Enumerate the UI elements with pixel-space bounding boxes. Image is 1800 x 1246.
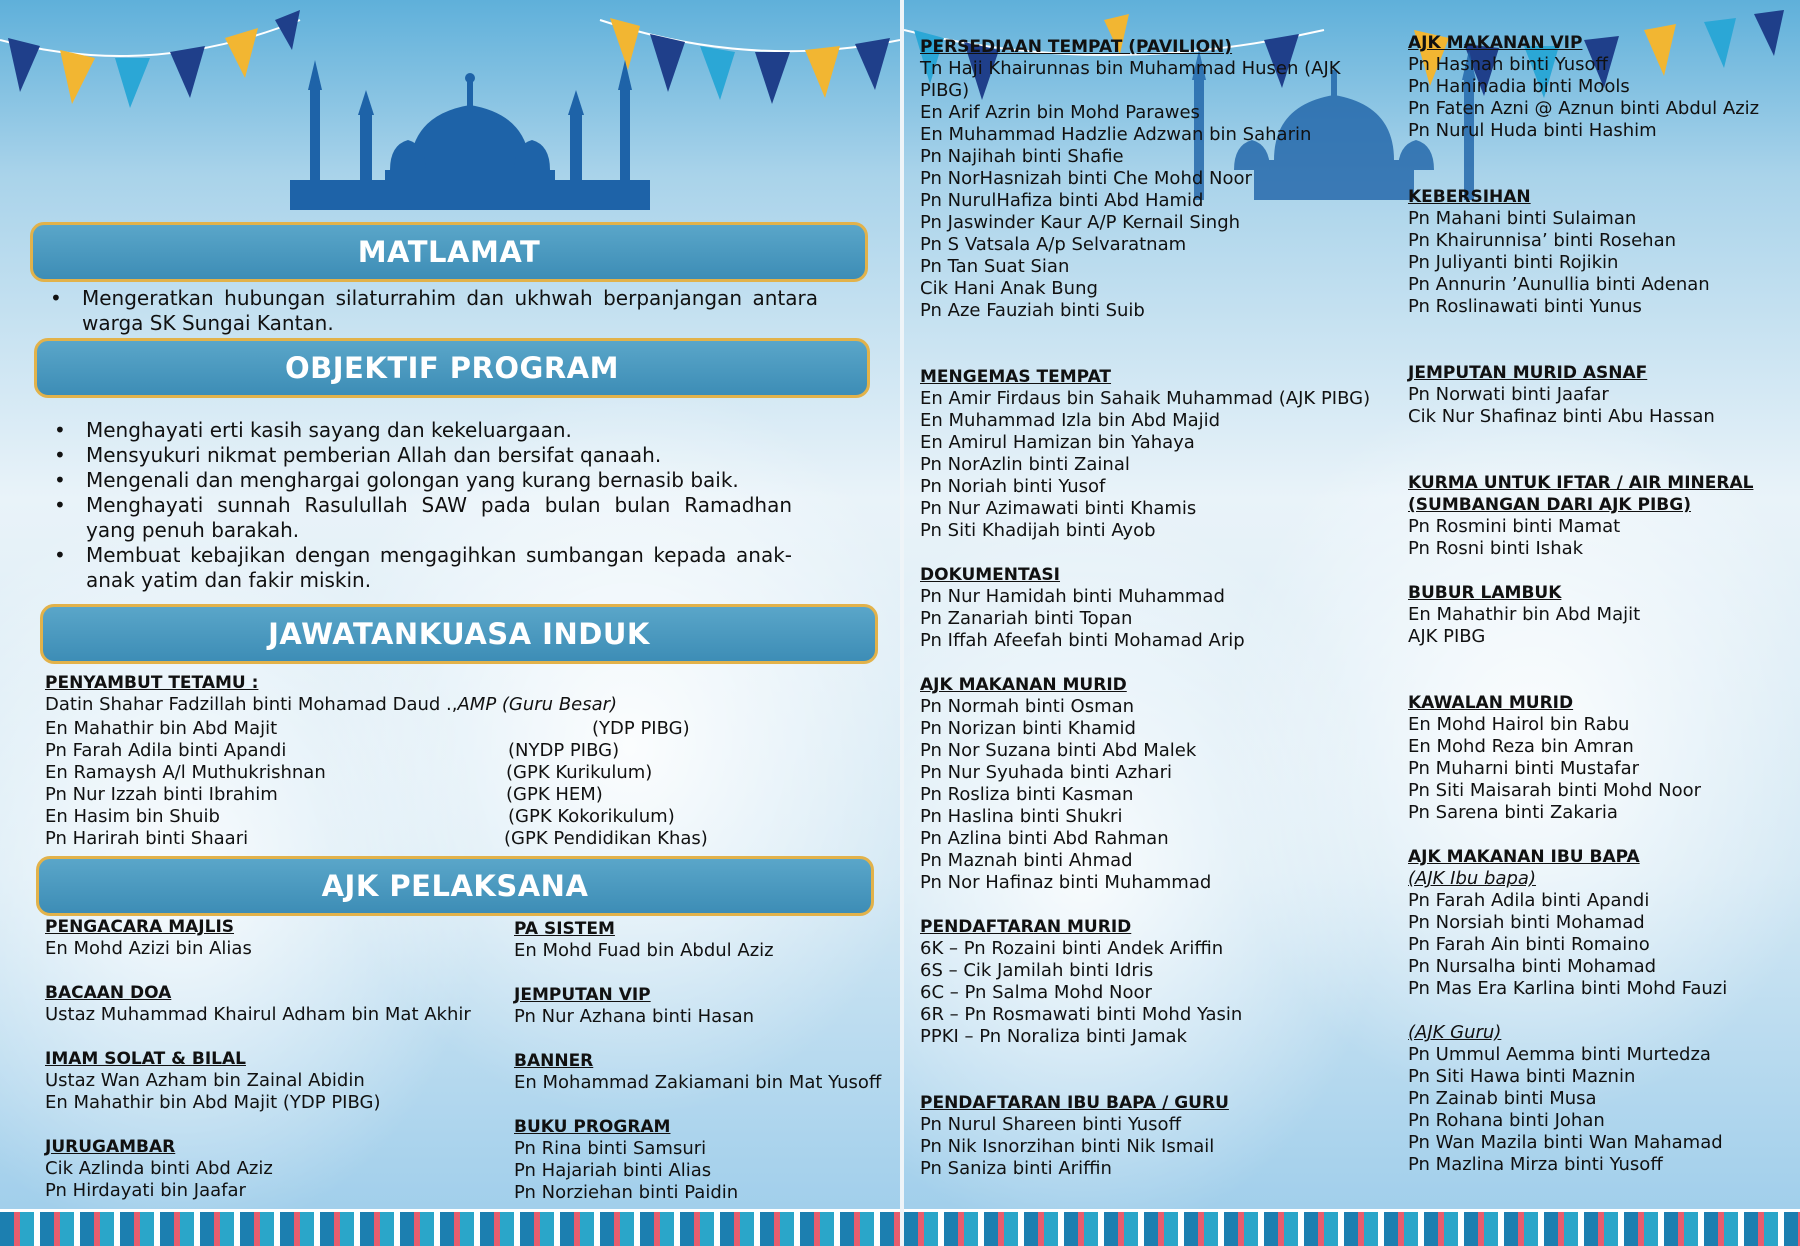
pavilion-name: En Muhammad Hadzlie Adzwan bin Saharin — [920, 124, 1312, 145]
jemputan-vip-name: Pn Nur Azhana binti Hasan — [514, 1006, 755, 1027]
makanan-murid-name: Pn Nor Suzana binti Abd Malek — [920, 740, 1197, 761]
jemputan-vip-heading: JEMPUTAN VIP — [514, 985, 651, 1005]
asnaf-name: Cik Nur Shafinaz binti Abu Hassan — [1408, 406, 1715, 427]
induk-role-kurikulum: (GPK Kurikulum) — [506, 762, 653, 783]
pendaftaran-ibubapa-name: Pn Nik Isnorzihan binti Nik Ismail — [920, 1136, 1215, 1157]
makanan-murid-heading: AJK MAKANAN MURID — [920, 675, 1127, 695]
objektif-item: • Menghayati erti kasih sayang dan kekeluargaan. — [50, 418, 792, 443]
makanan-ibubapa-heading: AJK MAKANAN IBU BAPA — [1408, 847, 1640, 867]
makanan-guru-name: Pn Siti Hawa binti Maznin — [1408, 1066, 1636, 1087]
makanan-ibubapa-name: Pn Norsiah binti Mohamad — [1408, 912, 1645, 933]
mengemas-name: Pn Noriah binti Yusof — [920, 476, 1106, 497]
pavilion-name: Pn NurulHafiza binti Abd Hamid — [920, 190, 1204, 211]
mengemas-name: Pn NorAzlin binti Zainal — [920, 454, 1130, 475]
objektif-item: • Membuat kebajikan dengan mengagihkan sumbangan kepada anak-anak yatim dan fakir miskin. — [50, 543, 792, 593]
makanan-guru-name: Pn Zainab binti Musa — [1408, 1088, 1597, 1109]
kawalan-name: Pn Muharni binti Mustafar — [1408, 758, 1640, 779]
ajk-ibubapa-subheading: (AJK Ibu bapa) — [1408, 868, 1536, 889]
jurugambar-heading: JURUGAMBAR — [45, 1137, 176, 1157]
induk-member-name: En Ramaysh A/l Muthukrishnan — [45, 762, 326, 783]
bubur-name: En Mahathir bin Abd Majit — [1408, 604, 1641, 625]
pa-sistem-name: En Mohd Fuad bin Abdul Aziz — [514, 940, 774, 961]
pavilion-name: Cik Hani Anak Bung — [920, 278, 1098, 299]
makanan-murid-name: Pn Maznah binti Ahmad — [920, 850, 1133, 871]
buku-program-name: Pn Hajariah binti Alias — [514, 1160, 712, 1181]
kebersihan-name: Pn Juliyanti binti Rojikin — [1408, 252, 1619, 273]
makanan-guru-name: Pn Ummul Aemma binti Murtedza — [1408, 1044, 1711, 1065]
makanan-murid-name: Pn Nor Hafinaz binti Muhammad — [920, 872, 1212, 893]
makanan-ibubapa-name: Pn Farah Adila binti Apandi — [1408, 890, 1650, 911]
makanan-murid-name: Pn Azlina binti Abd Rahman — [920, 828, 1169, 849]
induk-member-name: En Hasim bin Shuib — [45, 806, 220, 827]
dokumentasi-name: Pn Iffah Afeefah binti Mohamad Arip — [920, 630, 1245, 651]
mengemas-heading: MENGEMAS TEMPAT — [920, 367, 1112, 387]
bubur-heading: BUBUR LAMBUK — [1408, 583, 1562, 603]
kawalan-heading: KAWALAN MURID — [1408, 693, 1574, 713]
matlamat-list — [46, 286, 818, 336]
makanan-guru-name: Pn Wan Mazila binti Wan Mahamad — [1408, 1132, 1723, 1153]
banner-heading: BANNER — [514, 1051, 594, 1071]
induk-member-name: Pn Harirah binti Shaari — [45, 828, 249, 849]
matlamat-item: • Mengeratkan hubungan silaturrahim dan ukhwah berpanjangan antara warga SK Sungai Kantan. — [46, 286, 818, 336]
pavilion-heading: PERSEDIAAN TEMPAT (PAVILION) — [920, 37, 1233, 57]
objektif-list — [50, 418, 792, 593]
pelaksana-banner: AJK PELAKSANA — [36, 856, 874, 916]
pavilion-name: Pn Jaswinder Kaur A/P Kernail Singh — [920, 212, 1241, 233]
induk-role-nydp: (NYDP PIBG) — [508, 740, 620, 761]
mengemas-name: En Amir Firdaus bin Sahaik Muhammad (AJK PIBG) — [920, 388, 1371, 409]
imam-name: Ustaz Wan Azham bin Zainal Abidin — [45, 1070, 365, 1091]
objektif-item: • Mensyukuri nikmat pemberian Allah dan bersifat qanaah. — [50, 443, 792, 468]
pavilion-name: Pn Aze Fauziah binti Suib — [920, 300, 1145, 321]
imam-name: En Mahathir bin Abd Majit (YDP PIBG) — [45, 1092, 381, 1113]
pengacara-name: En Mohd Azizi bin Alias — [45, 938, 252, 959]
induk-head-name: Datin Shahar Fadzillah binti Mohamad Daud ., — [45, 694, 458, 715]
kebersihan-name: Pn Mahani binti Sulaiman — [1408, 208, 1637, 229]
induk-role-hem: (GPK HEM) — [506, 784, 603, 805]
induk-role-pendidikan-khas: (GPK Pendidikan Khas) — [504, 828, 708, 849]
kawalan-name: Pn Sarena binti Zakaria — [1408, 802, 1618, 823]
kurma-heading: KURMA UNTUK IFTAR / AIR MINERAL — [1408, 473, 1754, 493]
asnaf-heading: JEMPUTAN MURID ASNAF — [1408, 363, 1648, 383]
pavilion-name: Pn Tan Suat Sian — [920, 256, 1070, 277]
makanan-ibubapa-name: Pn Mas Era Karlina binti Mohd Fauzi — [1408, 978, 1728, 999]
induk-head-role: AMP (Guru Besar) — [457, 694, 618, 715]
kebersihan-name: Pn Annurin ’Aunullia binti Adenan — [1408, 274, 1710, 295]
makanan-murid-name: Pn Normah binti Osman — [920, 696, 1135, 717]
makanan-murid-name: Pn Norizan binti Khamid — [920, 718, 1136, 739]
kawalan-name: En Mohd Reza bin Amran — [1408, 736, 1634, 757]
pendaftaran-murid-name: 6K – Pn Rozaini binti Andek Ariffin — [920, 938, 1224, 959]
induk-role-ydp: (YDP PIBG) — [592, 718, 690, 739]
induk-names — [45, 718, 326, 850]
makanan-murid-name: Pn Nur Syuhada binti Azhari — [920, 762, 1172, 783]
pavilion-name: Pn S Vatsala A/p Selvaratnam — [920, 234, 1187, 255]
makanan-vip-name: Pn Hasnah binti Yusoff — [1408, 54, 1608, 75]
objektif-item: • Menghayati sunnah Rasulullah SAW pada bulan bulan Ramadhan yang penuh barakah. — [50, 493, 792, 543]
right-col1 — [920, 36, 1370, 1180]
dokumentasi-heading: DOKUMENTASI — [920, 565, 1061, 585]
induk-member-name: Pn Farah Adila binti Apandi — [45, 740, 287, 761]
pelaksana-col1 — [45, 916, 471, 1202]
mengemas-name: Pn Nur Azimawati binti Khamis — [920, 498, 1197, 519]
bottom-pattern-border — [0, 1209, 900, 1246]
makanan-vip-name: Pn Haninadia binti Mools — [1408, 76, 1630, 97]
dokumentasi-name: Pn Zanariah binti Topan — [920, 608, 1133, 629]
buku-program-name: Pn Norziehan binti Paidin — [514, 1182, 739, 1203]
right-col2 — [1408, 32, 1759, 1176]
pavilion-name: Pn Najihah binti Shafie — [920, 146, 1124, 167]
pendaftaran-ibubapa-name: Pn Nurul Shareen binti Yusoff — [920, 1114, 1181, 1135]
mengemas-name: En Amirul Hamizan bin Yahaya — [920, 432, 1195, 453]
makanan-vip-name: Pn Faten Azni @ Aznun binti Abdul Aziz — [1408, 98, 1760, 119]
bottom-pattern-border — [904, 1209, 1800, 1246]
mengemas-name: Pn Siti Khadijah binti Ayob — [920, 520, 1156, 541]
mengemas-name: En Muhammad Izla bin Abd Majid — [920, 410, 1221, 431]
pendaftaran-murid-heading: PENDAFTARAN MURID — [920, 917, 1132, 937]
makanan-guru-name: Pn Mazlina Mirza binti Yusoff — [1408, 1154, 1663, 1175]
matlamat-banner: MATLAMAT — [30, 222, 868, 282]
pa-sistem-heading: PA SISTEM — [514, 919, 615, 939]
induk-heading: PENYAMBUT TETAMU : — [45, 673, 259, 693]
kurma-name: Pn Rosmini binti Mamat — [1408, 516, 1621, 537]
makanan-guru-name: Pn Rohana binti Johan — [1408, 1110, 1605, 1131]
pendaftaran-murid-name: 6C – Pn Salma Mohd Noor — [920, 982, 1152, 1003]
pelaksana-col2 — [514, 918, 881, 1204]
bubur-name: AJK PIBG — [1408, 626, 1486, 647]
makanan-ibubapa-name: Pn Farah Ain binti Romaino — [1408, 934, 1650, 955]
makanan-vip-heading: AJK MAKANAN VIP — [1408, 33, 1583, 53]
buku-program-heading: BUKU PROGRAM — [514, 1117, 671, 1137]
kurma-subheading: (SUMBANGAN DARI AJK PIBG) — [1408, 495, 1691, 515]
pendaftaran-murid-name: PPKI – Pn Noraliza binti Jamak — [920, 1026, 1187, 1047]
kebersihan-name: Pn Khairunnisa’ binti Rosehan — [1408, 230, 1677, 251]
makanan-murid-name: Pn Rosliza binti Kasman — [920, 784, 1134, 805]
makanan-vip-name: Pn Nurul Huda binti Hashim — [1408, 120, 1657, 141]
induk-head-line — [45, 694, 617, 716]
ajk-guru-subheading: (AJK Guru) — [1408, 1022, 1502, 1043]
induk-section — [45, 672, 617, 716]
objektif-item: • Mengenali dan menghargai golongan yang kurang bernasib baik. — [50, 468, 792, 493]
dokumentasi-name: Pn Nur Hamidah binti Muhammad — [920, 586, 1225, 607]
induk-banner: JAWATANKUASA INDUK — [40, 604, 878, 664]
objektif-banner: OBJEKTIF PROGRAM — [34, 338, 870, 398]
kebersihan-name: Pn Roslinawati binti Yunus — [1408, 296, 1642, 317]
induk-role-kokorikulum: (GPK Kokorikulum) — [508, 806, 675, 827]
pavilion-name: En Arif Azrin bin Mohd Parawes — [920, 102, 1200, 123]
pendaftaran-murid-name: 6S – Cik Jamilah binti Idris — [920, 960, 1154, 981]
doa-heading: BACAAN DOA — [45, 983, 172, 1003]
pavilion-name: PIBG) — [920, 80, 970, 101]
imam-heading: IMAM SOLAT & BILAL — [45, 1049, 246, 1069]
makanan-ibubapa-name: Pn Nursalha binti Mohamad — [1408, 956, 1657, 977]
buku-program-name: Pn Rina binti Samsuri — [514, 1138, 707, 1159]
induk-member-name: Pn Nur Izzah binti Ibrahim — [45, 784, 278, 805]
jurugambar-name: Pn Hirdayati bin Jaafar — [45, 1180, 246, 1201]
pendaftaran-ibubapa-name: Pn Saniza binti Ariffin — [920, 1158, 1112, 1179]
kurma-name: Pn Rosni binti Ishak — [1408, 538, 1584, 559]
right-page — [904, 0, 1800, 1246]
pendaftaran-murid-name: 6R – Pn Rosmawati binti Mohd Yasin — [920, 1004, 1243, 1025]
mosque-illustration — [290, 20, 650, 215]
pengacara-heading: PENGACARA MAJLIS — [45, 917, 235, 937]
pendaftaran-ibubapa-heading: PENDAFTARAN IBU BAPA / GURU — [920, 1093, 1229, 1113]
pavilion-name: Tn Haji Khairunnas bin Muhammad Husen (AJK — [920, 58, 1341, 79]
banner-name: En Mohammad Zakiamani bin Mat Yusoff — [514, 1072, 882, 1093]
jurugambar-name: Cik Azlinda binti Abd Aziz — [45, 1158, 273, 1179]
induk-member-name: En Mahathir bin Abd Majit — [45, 718, 278, 739]
doa-name: Ustaz Muhammad Khairul Adham bin Mat Akhir — [45, 1004, 471, 1025]
kawalan-name: En Mohd Hairol bin Rabu — [1408, 714, 1630, 735]
kebersihan-heading: KEBERSIHAN — [1408, 187, 1531, 207]
makanan-murid-name: Pn Haslina binti Shukri — [920, 806, 1123, 827]
pavilion-name: Pn NorHasnizah binti Che Mohd Noor — [920, 168, 1252, 189]
asnaf-name: Pn Norwati binti Jaafar — [1408, 384, 1609, 405]
kawalan-name: Pn Siti Maisarah binti Mohd Noor — [1408, 780, 1702, 801]
